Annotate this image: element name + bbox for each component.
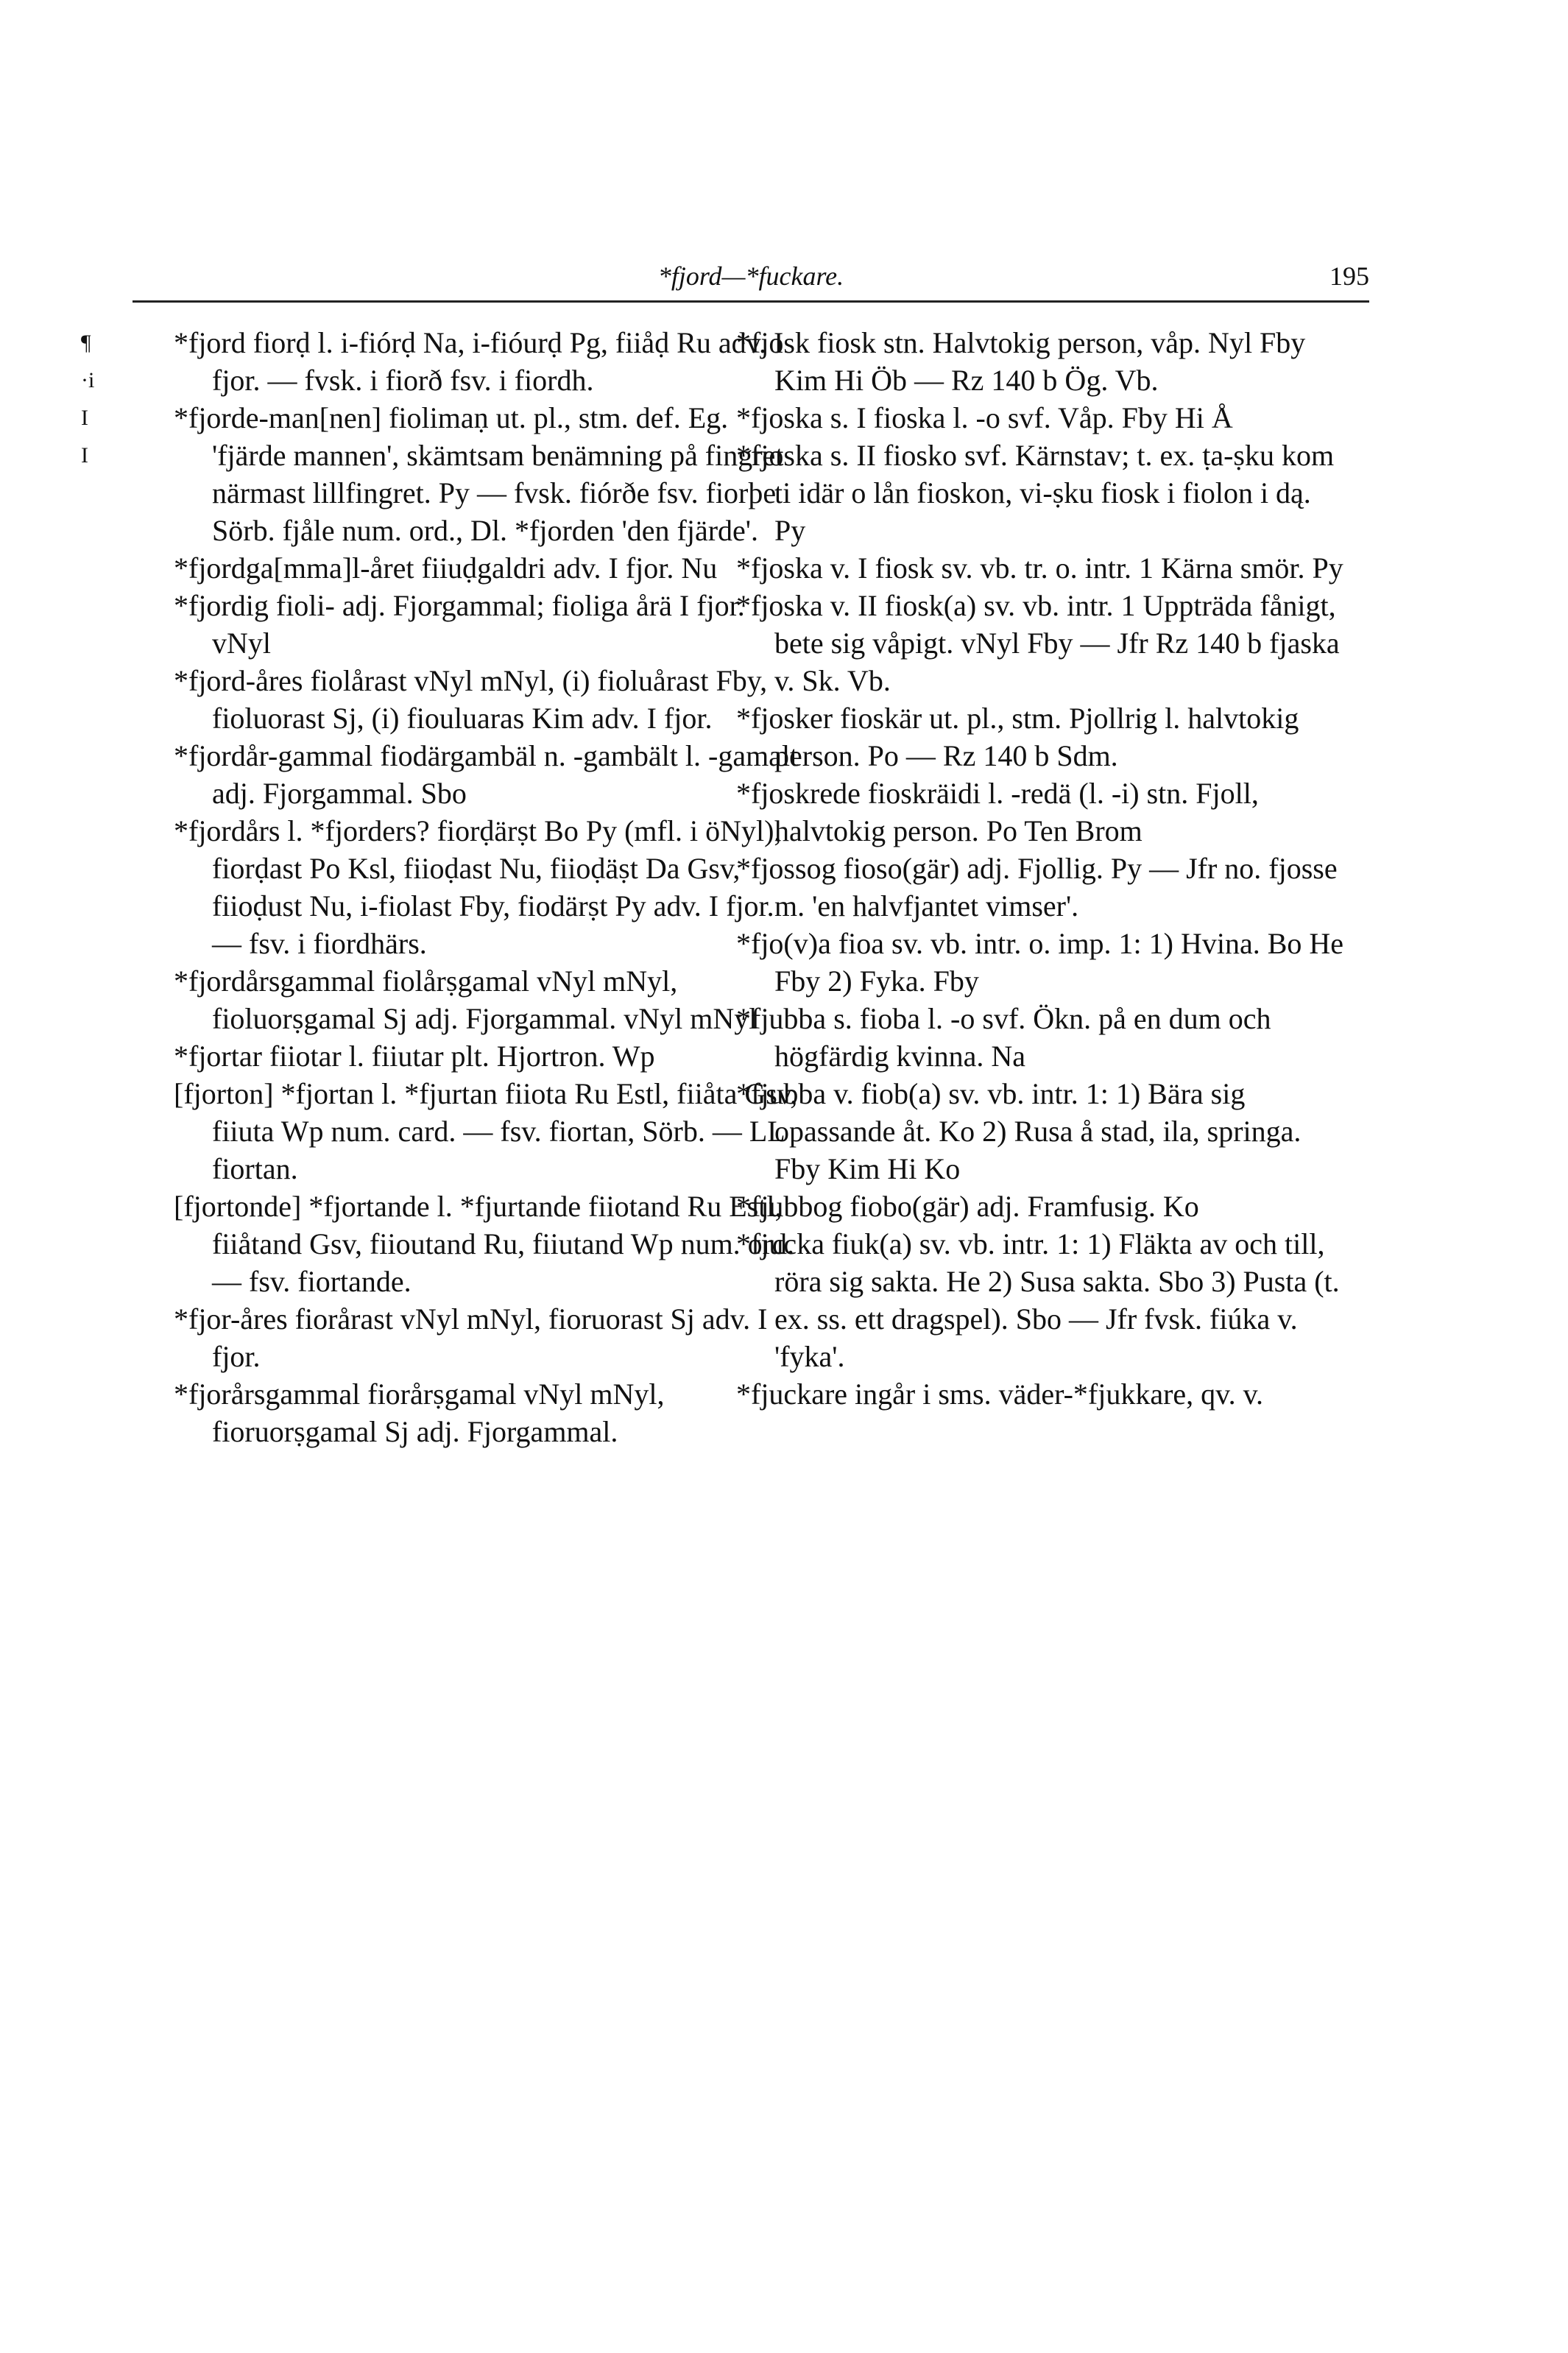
dictionary-entry: *fjoska v. II fiosk(a) sv. vb. intr. 1 Uppträda fånigt, bete sig våpigt. vNyl Fby — Jfr Rz 140 b fjaska v. Sk. Vb. [736,589,1340,697]
margin-mark: I [81,443,88,468]
dictionary-entry: *fjord fiorḍ l. i-fiórḍ Na, i-fióurḍ Pg, fiiåḍ Ru adv. I fjor. — fvsk. i fiorð fsv. i fiordh. [174,326,784,397]
dictionary-entry: *fjorårsgammal fiorårṣgamal vNyl mNyl, fioruorṣgamal Sj adj. Fjorgammal. [174,1377,665,1448]
right-column [736,324,1347,1413]
dictionary-entry: *fjucka fiuk(a) sv. vb. intr. 1: 1) Fläkta av och till, röra sig sakta. He 2) Susa sakta. Sbo 3) Pusta (t. ex. ss. ett dragspel). Sbo — Jfr fvsk. fiúka v. 'fyka'. [736,1227,1340,1373]
left-column [174,324,807,1450]
dictionary-entry: [fjortonde] *fjortande l. *fjurtande fiiotand Ru Estl, fiiåtand Gsv, fiioutand Ru, fiiutand Wp num. ord. — fsv. fiortande. [174,1190,794,1298]
margin-mark: I [81,406,88,430]
dictionary-entry: *fjoska v. I fiosk sv. vb. tr. o. intr. 1 Kärna smör. Py [736,551,1343,585]
dictionary-entry: *fjordig fioli- adj. Fjorgammal; fioliga årä I fjor. vNyl [174,589,745,660]
dictionary-entry: *fjuckare ingår i sms. väder-*fjukkare, qv. v. [736,1377,1263,1411]
dictionary-entry: *fjubbog fiobo(gär) adj. Framfusig. Ko [736,1190,1199,1223]
dictionary-entry: *fjosk fiosk stn. Halvtokig person, våp. Nyl Fby Kim Hi Öb — Rz 140 b Ög. Vb. [736,326,1306,397]
margin-mark: ¶ [81,331,91,355]
dictionary-entry: *fjo(v)a fioa sv. vb. intr. o. imp. 1: 1) Hvina. Bo He Fby 2) Fyka. Fby [736,927,1344,998]
margin-mark: ·i [81,368,95,392]
dictionary-entry: *fjord-åres fiolårast vNyl mNyl, (i) fioluårast Fby, fioluorast Sj, (i) fiouluaras Kim adv. I fjor. [174,664,768,735]
dictionary-entry: *fjubba v. fiob(a) sv. vb. intr. 1: 1) Bära sig opassande åt. Ko 2) Rusa å stad, ila, springa. Fby Kim Hi Ko [736,1077,1302,1185]
dictionary-entry: *fjor-åres fiorårast vNyl mNyl, fioruorast Sj adv. I fjor. [174,1302,768,1373]
dictionary-entry: *fjordga[mma]l-året fiiuḍgaldri adv. I fjor. Nu [174,551,718,585]
header-rule [133,300,1369,303]
page-header [133,256,1369,300]
dictionary-entry: *fjosker fioskär ut. pl., stm. Pjollrig l. halvtokig person. Po — Rz 140 b Sdm. [736,702,1299,772]
running-head: *fjord—*fuckare. [657,261,844,291]
dictionary-entry: *fjordår-gammal fiodärgambäl n. -gambält l. -gamalt adj. Fjorgammal. Sbo [174,739,799,810]
dictionary-entry: *fjoska s. I fioska l. -o svf. Våp. Fby Hi Å [736,401,1233,434]
dictionary-entry: *fjortar fiiotar l. fiiutar plt. Hjortron. Wp [174,1040,655,1073]
dictionary-entry: *fjordårsgammal fiolårṣgamal vNyl mNyl, fioluorṣgamal Sj adj. Fjorgammal. vNyl mNyl [174,964,757,1035]
dictionary-entry: *fjossog fioso(gär) adj. Fjollig. Py — Jfr no. fjosse m. 'en halvfjantet vimser'. [736,852,1338,922]
dictionary-entry: *fjoska s. II fiosko svf. Kärnstav; t. ex. ṭa-ṣku kom ti idär o lån fioskon, vi-ṣku fiosk i fiolon i dą. Py [736,439,1335,547]
dictionary-entry: *fjoskrede fioskräidi l. -redä (l. -i) stn. Fjoll, halvtokig person. Po Ten Brom [736,777,1259,847]
margin-marks [81,324,110,474]
dictionary-entry: *fjorde-man[nen] fiolimaṇ ut. pl., stm. def. Eg. 'fjärde mannen', skämtsam benämning på fingret närmast lillfingret. Py — fvsk. fiórðe fsv. fiorþe Sörb. fjåle num. ord., Dl. *fjorden 'den fjärde'. [174,401,784,547]
dictionary-entry: *fjordårs l. *fjorders? fiorḍärṣt Bo Py (mfl. i öNyl), fiorḍast Po Ksl, fiioḍast Nu, fiioḍäṣt Da Gsv, fiioḍust Nu, i-fiolast Fby, fiodärṣt Py adv. I fjor. — fsv. i fiordhärs. [174,814,782,960]
dictionary-entry: *fjubba s. fioba l. -o svf. Ökn. på en dum och högfärdig kvinna. Na [736,1002,1271,1073]
page-number: 195 [1329,261,1369,291]
dictionary-entry: [fjorton] *fjortan l. *fjurtan fiiota Ru Estl, fiiåta Gsv, fiiuta Wp num. card. — fsv. fiortan, Sörb. — LL fiortan. [174,1077,798,1185]
